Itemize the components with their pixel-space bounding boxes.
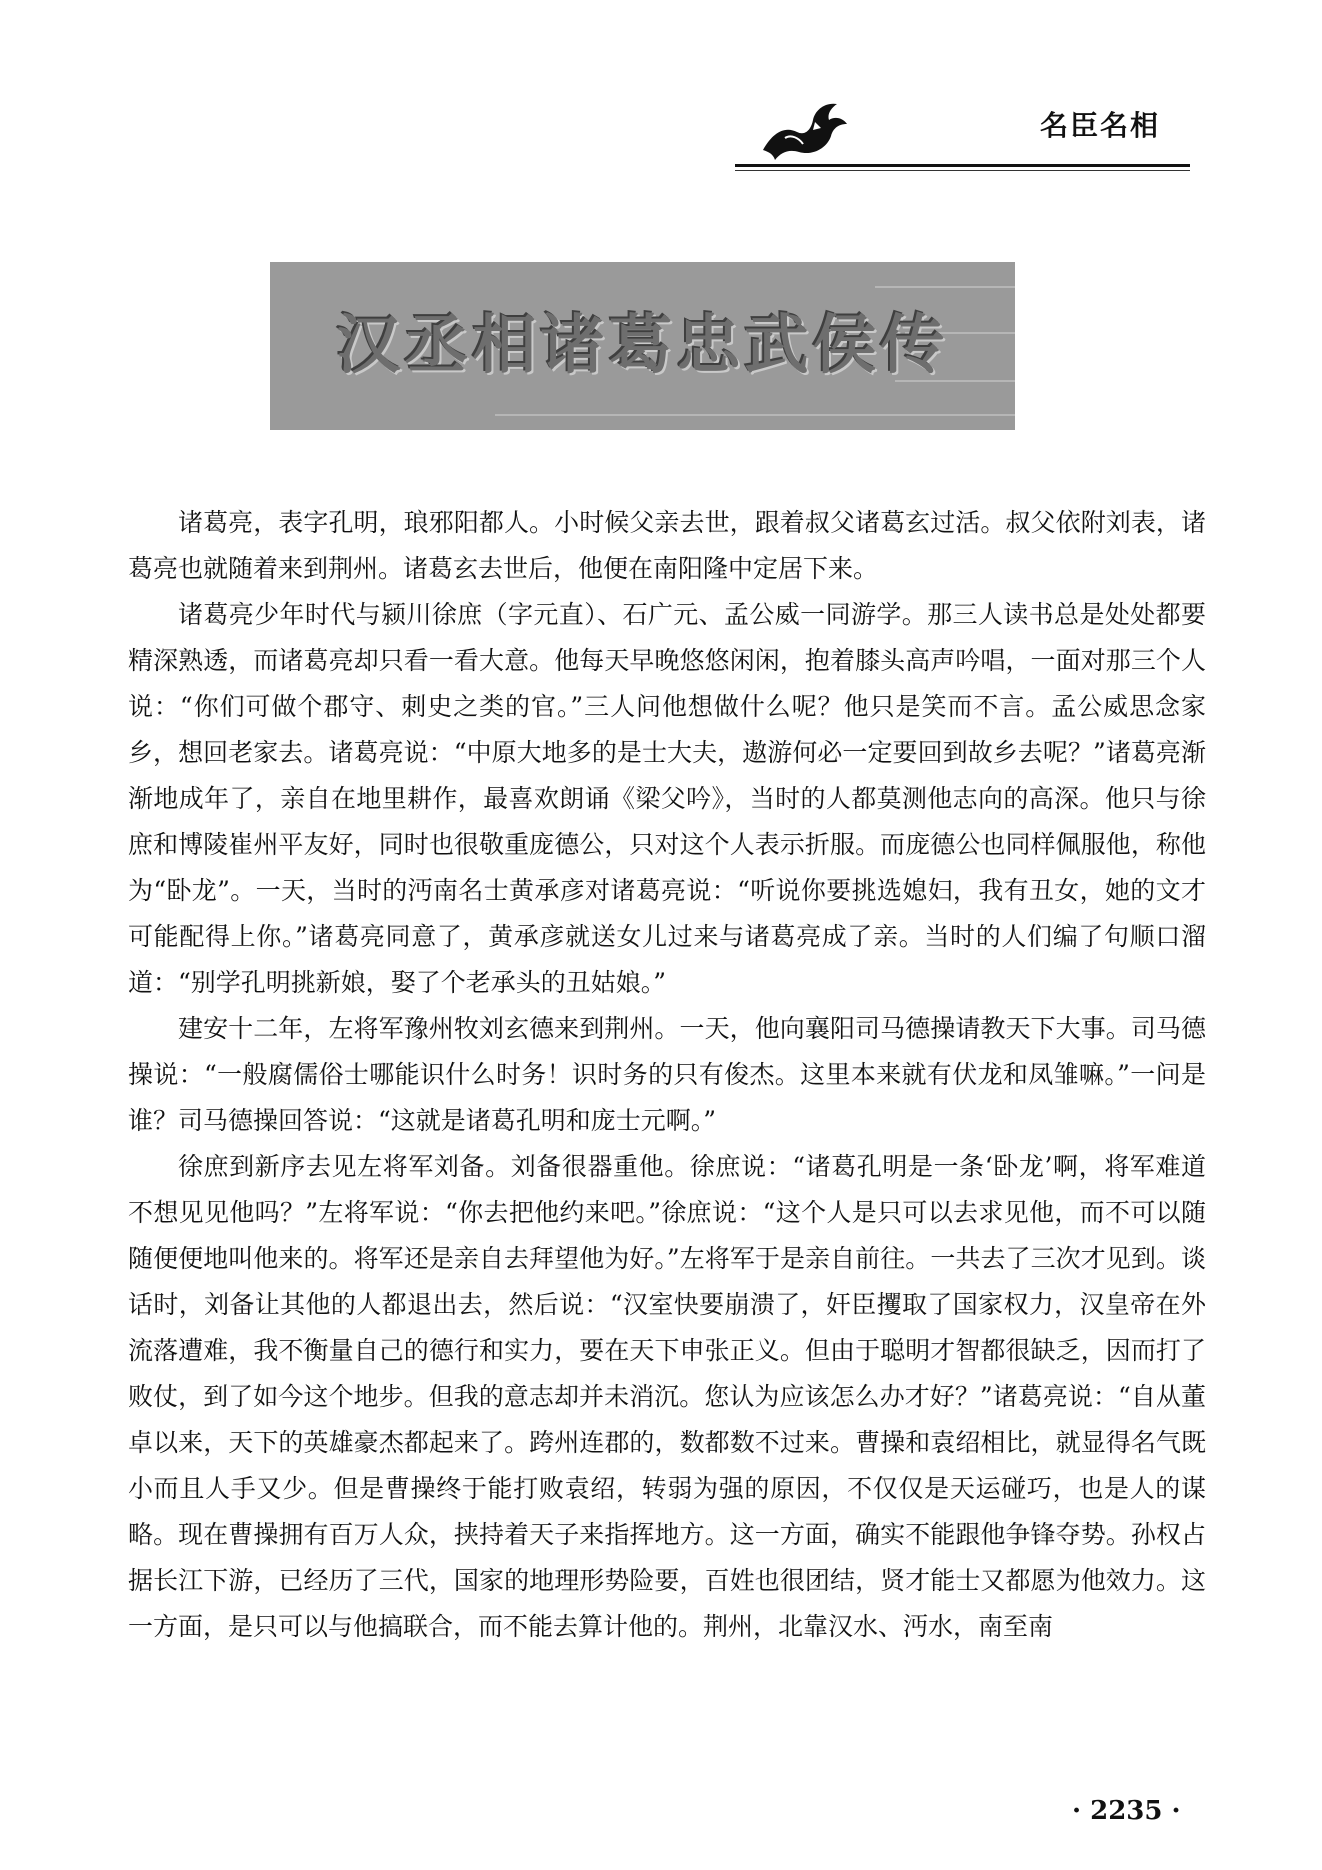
header-rule-thin [735, 170, 1190, 171]
paragraph: 建安十二年，左将军豫州牧刘玄德来到荆州。一天，他向襄阳司马德操请教天下大事。司马德操说：“一般腐儒俗士哪能识什么时务！识时务的只有俊杰。这里本来就有伏龙和凤雏嘛。”一问是谁？司马德操回答说：“这就是诸葛孔明和庞士元啊。” [128, 1014, 1206, 1135]
paragraph: 诸葛亮少年时代与颍川徐庶（字元直）、石广元、孟公威一同游学。那三人读书总是处处都要精深熟透，而诸葛亮却只看一看大意。他每天早晚悠悠闲闲，抱着膝头高声吟唱，一面对那三个人说：“你们可做个郡守、刺史之类的官。”三人问他想做什么呢？他只是笑而不言。孟公威思念家乡，想回老家去。诸葛亮说：“中原大地多的是士大夫，遨游何必一定要回到故乡去呢？”诸葛亮渐渐地成年了，亲自在地里耕作，最喜欢朗诵《梁父吟》，当时的人都莫测他志向的高深。他只与徐庶和博陵崔州平友好，同时也很敬重庞德公，只对这个人表示折服。而庞德公也同样佩服他，称他为“卧龙”。一天，当时的沔南名士黄承彦对诸葛亮说：“听说你要挑选媳妇，我有丑女，她的文才可能配得上你。”诸葛亮同意了，黄承彦就送女儿过来与诸葛亮成了亲。当时的人们编了句顺口溜道：“别学孔明挑新娘，娶了个老承头的丑姑娘。” [128, 600, 1206, 997]
paragraph: 诸葛亮，表字孔明，琅邪阳都人。小时候父亲去世，跟着叔父诸葛玄过活。叔父依附刘表，诸葛亮也就随着来到荆州。诸葛玄去世后，他便在南阳隆中定居下来。 [128, 508, 1206, 583]
dragon-emblem-icon [755, 92, 855, 164]
chapter-title: 汉丞相诸葛忠武侯传 [336, 308, 949, 383]
chapter-title-band [270, 262, 1015, 430]
paragraph: 徐庶到新序去见左将军刘备。刘备很器重他。徐庶说：“诸葛孔明是一条‘卧龙’啊，将军难道不想见见他吗？”左将军说：“你去把他约来吧。”徐庶说：“这个人是只可以去求见他，而不可以随随便便地叫他来的。将军还是亲自去拜望他为好。”左将军于是亲自前往。一共去了三次才见到。谈话时，刘备让其他的人都退出去，然后说：“汉室快要崩溃了，奸臣攫取了国家权力，汉皇帝在外流落遭难，我不衡量自己的德行和实力，要在天下申张正义。但由于聪明才智都很缺乏，因而打了败仗，到了如今这个地步。但我的意志却并未消沉。您认为应该怎么办才好？”诸葛亮说：“自从董卓以来，天下的英雄豪杰都起来了。跨州连郡的，数都数不过来。曹操和袁绍相比，就显得名气既小而且人手又少。但是曹操终于能打败袁绍，转弱为强的原因，不仅仅是天运碰巧，也是人的谋略。现在曹操拥有百万人众，挟持着天子来指挥地方。这一方面，确实不能跟他争锋夺势。孙权占据长江下游，已经历了三代，国家的地理形势险要，百姓也很团结，贤才能士又都愿为他效力。这一方面，是只可以与他搞联合，而不能去算计他的。荆州，北靠汉水、沔水，南至南 [128, 1152, 1206, 1641]
page-number: · 2235 · [1072, 1796, 1181, 1826]
header-rule [735, 164, 1190, 167]
section-title: 名臣名相 [1040, 109, 1161, 142]
page-header [0, 0, 1322, 175]
body-text [128, 500, 1206, 1650]
